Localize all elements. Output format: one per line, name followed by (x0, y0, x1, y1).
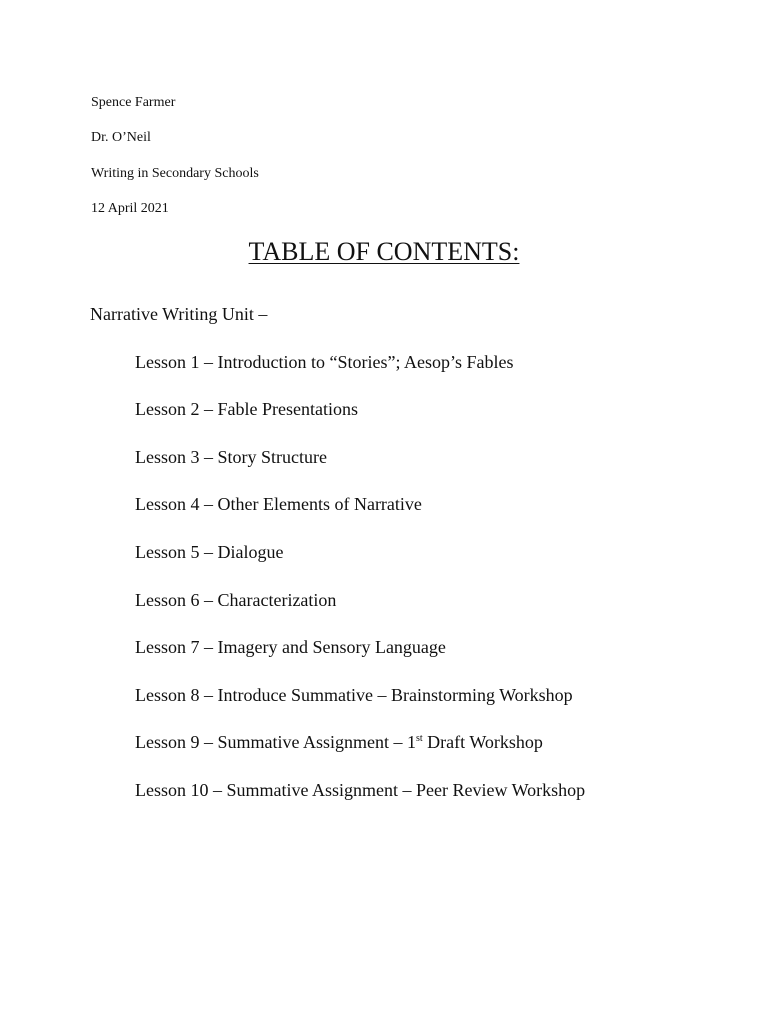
lesson-item-10: Lesson 10 – Summative Assignment – Peer Review Workshop (135, 780, 586, 800)
lesson-item-3: Lesson 3 – Story Structure (135, 447, 327, 467)
lesson-item-7: Lesson 7 – Imagery and Sensory Language (135, 637, 446, 657)
lesson-item-5: Lesson 5 – Dialogue (135, 542, 284, 562)
professor-name: Dr. O’Neil (91, 130, 151, 145)
lesson-9-text-end: Draft Workshop (422, 732, 543, 752)
course-name: Writing in Secondary Schools (91, 166, 259, 181)
document-date: 12 April 2021 (91, 201, 169, 216)
lesson-9-text-start: Lesson 9 – Summative Assignment – 1 (135, 732, 416, 752)
unit-title: Narrative Writing Unit – (90, 304, 268, 324)
lesson-item-2: Lesson 2 – Fable Presentations (135, 399, 358, 419)
lesson-item-9 (135, 730, 543, 754)
author-name: Spence Farmer (91, 95, 176, 110)
lesson-item-4: Lesson 4 – Other Elements of Narrative (135, 494, 422, 514)
lesson-item-8: Lesson 8 – Introduce Summative – Brainstorming Workshop (135, 685, 573, 705)
lesson-item-6: Lesson 6 – Characterization (135, 590, 337, 610)
toc-title: TABLE OF CONTENTS: (248, 237, 520, 266)
lesson-item-1: Lesson 1 – Introduction to “Stories”; Aesop’s Fables (135, 352, 514, 372)
lesson-9-ordinal-suffix: st (416, 733, 423, 744)
